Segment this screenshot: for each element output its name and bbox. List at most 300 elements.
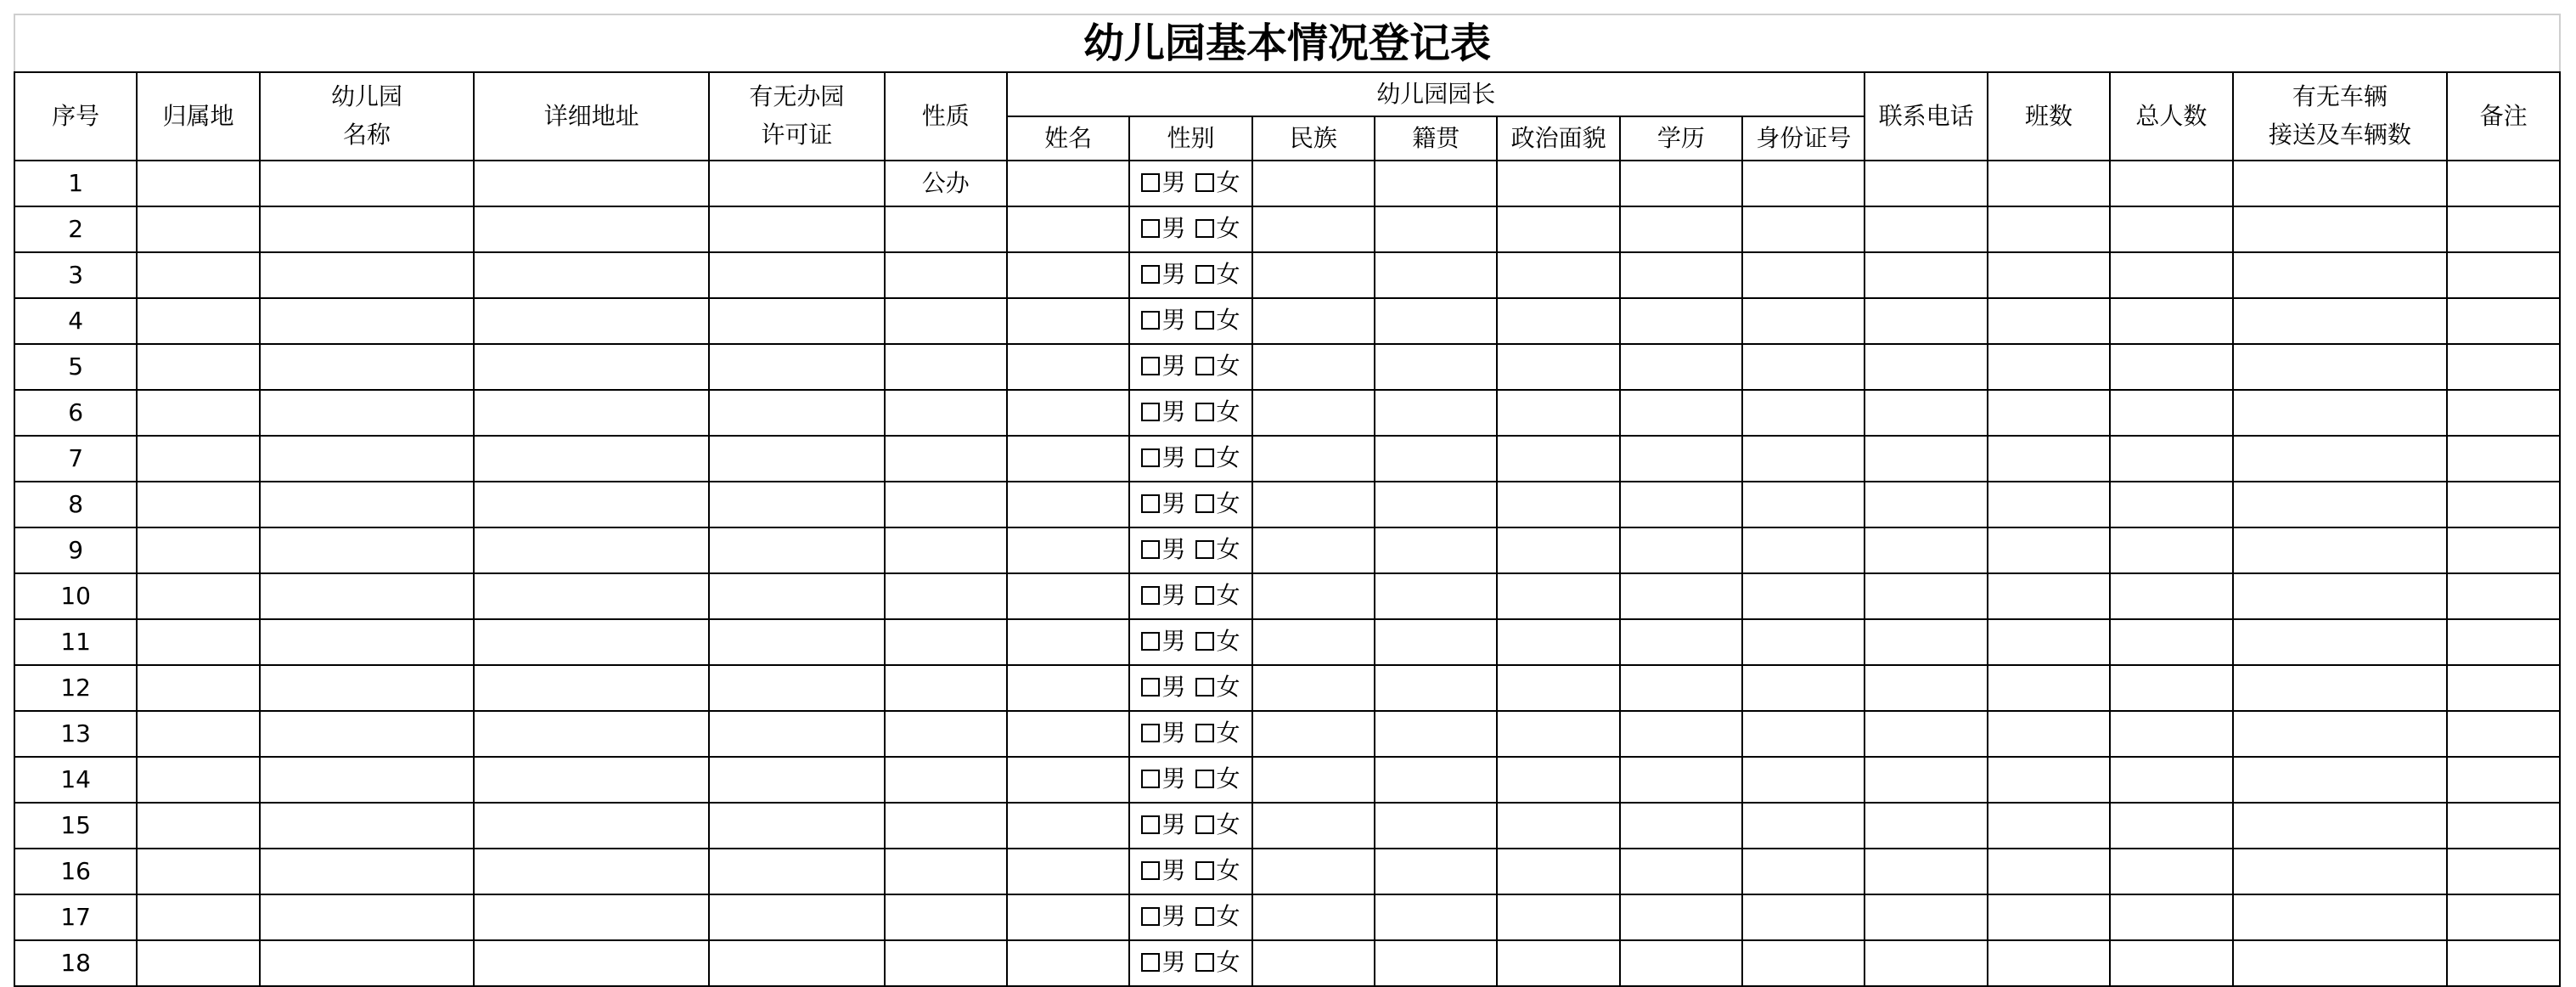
cell-phone[interactable]	[1865, 894, 1987, 940]
cell-principal-ethnicity[interactable]	[1252, 803, 1375, 849]
cell-phone[interactable]	[1865, 390, 1987, 436]
cell-principal-ethnicity[interactable]	[1252, 573, 1375, 619]
cell-principal-id[interactable]	[1742, 573, 1865, 619]
gender-male-option[interactable]	[1141, 758, 1185, 800]
cell-location[interactable]	[137, 390, 259, 436]
cell-permit[interactable]	[709, 619, 885, 665]
cell-address[interactable]	[474, 482, 709, 527]
cell-principal-id[interactable]	[1742, 527, 1865, 573]
cell-permit[interactable]	[709, 894, 885, 940]
cell-principal-name[interactable]	[1007, 436, 1129, 482]
checkbox-icon[interactable]	[1141, 311, 1160, 330]
gender-male-option[interactable]	[1141, 574, 1185, 617]
cell-principal-education[interactable]	[1620, 711, 1742, 757]
cell-remarks[interactable]	[2447, 344, 2560, 390]
cell-classes[interactable]	[1988, 390, 2110, 436]
cell-vehicle[interactable]	[2233, 803, 2448, 849]
checkbox-icon[interactable]	[1195, 448, 1214, 467]
cell-kindergarten-name[interactable]	[260, 436, 475, 482]
cell-nature[interactable]: 公办	[885, 161, 1007, 206]
cell-total[interactable]	[2110, 161, 2232, 206]
cell-principal-id[interactable]	[1742, 757, 1865, 803]
cell-principal-id[interactable]	[1742, 206, 1865, 252]
cell-total[interactable]	[2110, 940, 2232, 986]
cell-permit[interactable]	[709, 940, 885, 986]
checkbox-icon[interactable]	[1141, 586, 1160, 605]
cell-vehicle[interactable]	[2233, 298, 2448, 344]
cell-remarks[interactable]	[2447, 527, 2560, 573]
checkbox-icon[interactable]	[1195, 357, 1214, 375]
cell-address[interactable]	[474, 619, 709, 665]
cell-principal-politics[interactable]	[1497, 894, 1619, 940]
cell-principal-ethnicity[interactable]	[1252, 527, 1375, 573]
cell-total[interactable]	[2110, 344, 2232, 390]
cell-kindergarten-name[interactable]	[260, 161, 475, 206]
cell-principal-ethnicity[interactable]	[1252, 940, 1375, 986]
checkbox-icon[interactable]	[1195, 403, 1214, 421]
gender-female-option[interactable]	[1195, 253, 1240, 296]
cell-address[interactable]	[474, 298, 709, 344]
cell-vehicle[interactable]	[2233, 940, 2448, 986]
cell-permit[interactable]	[709, 482, 885, 527]
cell-permit[interactable]	[709, 390, 885, 436]
cell-location[interactable]	[137, 527, 259, 573]
cell-remarks[interactable]	[2447, 711, 2560, 757]
cell-permit[interactable]	[709, 757, 885, 803]
cell-nature[interactable]	[885, 803, 1007, 849]
checkbox-icon[interactable]	[1195, 861, 1214, 880]
cell-remarks[interactable]	[2447, 390, 2560, 436]
cell-remarks[interactable]	[2447, 619, 2560, 665]
cell-remarks[interactable]	[2447, 161, 2560, 206]
cell-vehicle[interactable]	[2233, 894, 2448, 940]
checkbox-icon[interactable]	[1195, 815, 1214, 834]
cell-principal-education[interactable]	[1620, 161, 1742, 206]
cell-principal-origin[interactable]	[1375, 527, 1497, 573]
checkbox-icon[interactable]	[1141, 678, 1160, 697]
cell-nature[interactable]	[885, 436, 1007, 482]
cell-principal-politics[interactable]	[1497, 940, 1619, 986]
cell-nature[interactable]	[885, 206, 1007, 252]
cell-remarks[interactable]	[2447, 894, 2560, 940]
checkbox-icon[interactable]	[1141, 403, 1160, 421]
cell-total[interactable]	[2110, 390, 2232, 436]
cell-phone[interactable]	[1865, 573, 1987, 619]
cell-principal-ethnicity[interactable]	[1252, 252, 1375, 298]
cell-classes[interactable]	[1988, 573, 2110, 619]
cell-permit[interactable]	[709, 803, 885, 849]
cell-principal-name[interactable]	[1007, 849, 1129, 894]
cell-principal-origin[interactable]	[1375, 619, 1497, 665]
gender-male-option[interactable]	[1141, 712, 1185, 754]
cell-principal-name[interactable]	[1007, 757, 1129, 803]
cell-classes[interactable]	[1988, 436, 2110, 482]
cell-principal-origin[interactable]	[1375, 344, 1497, 390]
cell-nature[interactable]	[885, 619, 1007, 665]
gender-male-option[interactable]	[1141, 528, 1185, 571]
cell-kindergarten-name[interactable]	[260, 711, 475, 757]
cell-location[interactable]	[137, 619, 259, 665]
gender-male-option[interactable]	[1141, 849, 1185, 892]
cell-principal-education[interactable]	[1620, 206, 1742, 252]
cell-classes[interactable]	[1988, 161, 2110, 206]
cell-kindergarten-name[interactable]	[260, 757, 475, 803]
gender-female-option[interactable]	[1195, 895, 1240, 938]
checkbox-icon[interactable]	[1195, 770, 1214, 788]
cell-phone[interactable]	[1865, 527, 1987, 573]
cell-principal-id[interactable]	[1742, 252, 1865, 298]
cell-principal-politics[interactable]	[1497, 206, 1619, 252]
cell-nature[interactable]	[885, 894, 1007, 940]
cell-vehicle[interactable]	[2233, 390, 2448, 436]
cell-total[interactable]	[2110, 482, 2232, 527]
cell-principal-ethnicity[interactable]	[1252, 849, 1375, 894]
cell-principal-origin[interactable]	[1375, 757, 1497, 803]
cell-nature[interactable]	[885, 757, 1007, 803]
cell-nature[interactable]	[885, 573, 1007, 619]
cell-vehicle[interactable]	[2233, 161, 2448, 206]
checkbox-icon[interactable]	[1195, 586, 1214, 605]
cell-address[interactable]	[474, 206, 709, 252]
checkbox-icon[interactable]	[1195, 494, 1214, 513]
cell-classes[interactable]	[1988, 298, 2110, 344]
cell-total[interactable]	[2110, 665, 2232, 711]
cell-principal-education[interactable]	[1620, 436, 1742, 482]
cell-principal-name[interactable]	[1007, 161, 1129, 206]
cell-vehicle[interactable]	[2233, 757, 2448, 803]
cell-classes[interactable]	[1988, 665, 2110, 711]
cell-kindergarten-name[interactable]	[260, 940, 475, 986]
cell-classes[interactable]	[1988, 711, 2110, 757]
cell-kindergarten-name[interactable]	[260, 803, 475, 849]
cell-principal-origin[interactable]	[1375, 573, 1497, 619]
cell-principal-name[interactable]	[1007, 894, 1129, 940]
cell-principal-id[interactable]	[1742, 161, 1865, 206]
cell-principal-politics[interactable]	[1497, 711, 1619, 757]
cell-permit[interactable]	[709, 344, 885, 390]
cell-total[interactable]	[2110, 206, 2232, 252]
cell-address[interactable]	[474, 894, 709, 940]
cell-vehicle[interactable]	[2233, 436, 2448, 482]
cell-principal-origin[interactable]	[1375, 390, 1497, 436]
cell-principal-origin[interactable]	[1375, 252, 1497, 298]
cell-principal-origin[interactable]	[1375, 482, 1497, 527]
checkbox-icon[interactable]	[1195, 311, 1214, 330]
cell-principal-education[interactable]	[1620, 757, 1742, 803]
cell-principal-ethnicity[interactable]	[1252, 894, 1375, 940]
cell-principal-id[interactable]	[1742, 803, 1865, 849]
cell-principal-politics[interactable]	[1497, 482, 1619, 527]
cell-principal-origin[interactable]	[1375, 803, 1497, 849]
cell-address[interactable]	[474, 390, 709, 436]
cell-kindergarten-name[interactable]	[260, 390, 475, 436]
cell-principal-ethnicity[interactable]	[1252, 298, 1375, 344]
cell-principal-name[interactable]	[1007, 711, 1129, 757]
gender-female-option[interactable]	[1195, 574, 1240, 617]
cell-location[interactable]	[137, 436, 259, 482]
gender-male-option[interactable]	[1141, 620, 1185, 663]
cell-location[interactable]	[137, 803, 259, 849]
cell-nature[interactable]	[885, 711, 1007, 757]
cell-phone[interactable]	[1865, 161, 1987, 206]
cell-principal-politics[interactable]	[1497, 573, 1619, 619]
cell-principal-origin[interactable]	[1375, 436, 1497, 482]
cell-principal-origin[interactable]	[1375, 206, 1497, 252]
cell-principal-politics[interactable]	[1497, 252, 1619, 298]
cell-permit[interactable]	[709, 161, 885, 206]
cell-principal-id[interactable]	[1742, 665, 1865, 711]
checkbox-icon[interactable]	[1141, 173, 1160, 192]
checkbox-icon[interactable]	[1195, 173, 1214, 192]
cell-principal-ethnicity[interactable]	[1252, 344, 1375, 390]
cell-principal-name[interactable]	[1007, 527, 1129, 573]
cell-principal-politics[interactable]	[1497, 298, 1619, 344]
cell-principal-id[interactable]	[1742, 940, 1865, 986]
cell-principal-id[interactable]	[1742, 436, 1865, 482]
cell-principal-id[interactable]	[1742, 390, 1865, 436]
cell-address[interactable]	[474, 527, 709, 573]
cell-principal-id[interactable]	[1742, 619, 1865, 665]
cell-total[interactable]	[2110, 711, 2232, 757]
cell-nature[interactable]	[885, 482, 1007, 527]
cell-address[interactable]	[474, 665, 709, 711]
cell-phone[interactable]	[1865, 436, 1987, 482]
cell-total[interactable]	[2110, 252, 2232, 298]
gender-female-option[interactable]	[1195, 849, 1240, 892]
gender-male-option[interactable]	[1141, 253, 1185, 296]
cell-permit[interactable]	[709, 206, 885, 252]
cell-permit[interactable]	[709, 849, 885, 894]
cell-principal-id[interactable]	[1742, 344, 1865, 390]
checkbox-icon[interactable]	[1141, 861, 1160, 880]
cell-remarks[interactable]	[2447, 298, 2560, 344]
cell-address[interactable]	[474, 344, 709, 390]
checkbox-icon[interactable]	[1195, 678, 1214, 697]
gender-female-option[interactable]	[1195, 207, 1240, 250]
cell-principal-ethnicity[interactable]	[1252, 482, 1375, 527]
checkbox-icon[interactable]	[1141, 724, 1160, 742]
cell-nature[interactable]	[885, 849, 1007, 894]
cell-principal-ethnicity[interactable]	[1252, 665, 1375, 711]
checkbox-icon[interactable]	[1141, 494, 1160, 513]
checkbox-icon[interactable]	[1141, 219, 1160, 238]
cell-total[interactable]	[2110, 757, 2232, 803]
cell-location[interactable]	[137, 711, 259, 757]
cell-phone[interactable]	[1865, 206, 1987, 252]
cell-principal-education[interactable]	[1620, 344, 1742, 390]
cell-principal-politics[interactable]	[1497, 803, 1619, 849]
cell-principal-name[interactable]	[1007, 803, 1129, 849]
cell-remarks[interactable]	[2447, 940, 2560, 986]
gender-female-option[interactable]	[1195, 804, 1240, 846]
cell-kindergarten-name[interactable]	[260, 665, 475, 711]
cell-total[interactable]	[2110, 619, 2232, 665]
cell-phone[interactable]	[1865, 665, 1987, 711]
checkbox-icon[interactable]	[1141, 448, 1160, 467]
cell-location[interactable]	[137, 206, 259, 252]
cell-permit[interactable]	[709, 252, 885, 298]
cell-principal-name[interactable]	[1007, 573, 1129, 619]
cell-classes[interactable]	[1988, 527, 2110, 573]
gender-female-option[interactable]	[1195, 482, 1240, 525]
cell-location[interactable]	[137, 665, 259, 711]
cell-permit[interactable]	[709, 436, 885, 482]
cell-location[interactable]	[137, 757, 259, 803]
checkbox-icon[interactable]	[1195, 953, 1214, 972]
cell-principal-name[interactable]	[1007, 482, 1129, 527]
cell-nature[interactable]	[885, 298, 1007, 344]
gender-male-option[interactable]	[1141, 804, 1185, 846]
cell-principal-education[interactable]	[1620, 894, 1742, 940]
gender-female-option[interactable]	[1195, 666, 1240, 708]
cell-classes[interactable]	[1988, 849, 2110, 894]
cell-principal-education[interactable]	[1620, 665, 1742, 711]
cell-address[interactable]	[474, 252, 709, 298]
gender-male-option[interactable]	[1141, 299, 1185, 341]
cell-total[interactable]	[2110, 803, 2232, 849]
cell-remarks[interactable]	[2447, 206, 2560, 252]
cell-phone[interactable]	[1865, 711, 1987, 757]
cell-total[interactable]	[2110, 894, 2232, 940]
cell-location[interactable]	[137, 894, 259, 940]
cell-kindergarten-name[interactable]	[260, 344, 475, 390]
checkbox-icon[interactable]	[1141, 907, 1160, 926]
checkbox-icon[interactable]	[1141, 540, 1160, 559]
cell-address[interactable]	[474, 940, 709, 986]
gender-female-option[interactable]	[1195, 161, 1240, 204]
cell-kindergarten-name[interactable]	[260, 573, 475, 619]
checkbox-icon[interactable]	[1141, 815, 1160, 834]
cell-principal-politics[interactable]	[1497, 619, 1619, 665]
cell-principal-origin[interactable]	[1375, 161, 1497, 206]
cell-permit[interactable]	[709, 665, 885, 711]
gender-female-option[interactable]	[1195, 437, 1240, 479]
cell-classes[interactable]	[1988, 344, 2110, 390]
cell-vehicle[interactable]	[2233, 252, 2448, 298]
cell-vehicle[interactable]	[2233, 849, 2448, 894]
checkbox-icon[interactable]	[1195, 724, 1214, 742]
cell-remarks[interactable]	[2447, 803, 2560, 849]
cell-principal-ethnicity[interactable]	[1252, 436, 1375, 482]
cell-principal-education[interactable]	[1620, 298, 1742, 344]
cell-kindergarten-name[interactable]	[260, 527, 475, 573]
cell-kindergarten-name[interactable]	[260, 894, 475, 940]
cell-location[interactable]	[137, 252, 259, 298]
checkbox-icon[interactable]	[1141, 770, 1160, 788]
cell-principal-name[interactable]	[1007, 619, 1129, 665]
cell-classes[interactable]	[1988, 482, 2110, 527]
cell-phone[interactable]	[1865, 849, 1987, 894]
cell-remarks[interactable]	[2447, 757, 2560, 803]
gender-male-option[interactable]	[1141, 482, 1185, 525]
cell-principal-ethnicity[interactable]	[1252, 619, 1375, 665]
cell-total[interactable]	[2110, 573, 2232, 619]
cell-phone[interactable]	[1865, 298, 1987, 344]
cell-kindergarten-name[interactable]	[260, 619, 475, 665]
cell-address[interactable]	[474, 573, 709, 619]
cell-phone[interactable]	[1865, 482, 1987, 527]
cell-principal-name[interactable]	[1007, 665, 1129, 711]
gender-female-option[interactable]	[1195, 391, 1240, 433]
gender-male-option[interactable]	[1141, 437, 1185, 479]
cell-principal-education[interactable]	[1620, 849, 1742, 894]
cell-principal-ethnicity[interactable]	[1252, 161, 1375, 206]
cell-phone[interactable]	[1865, 940, 1987, 986]
cell-location[interactable]	[137, 940, 259, 986]
cell-kindergarten-name[interactable]	[260, 849, 475, 894]
cell-location[interactable]	[137, 849, 259, 894]
cell-classes[interactable]	[1988, 940, 2110, 986]
gender-female-option[interactable]	[1195, 299, 1240, 341]
cell-principal-name[interactable]	[1007, 206, 1129, 252]
cell-principal-origin[interactable]	[1375, 894, 1497, 940]
gender-female-option[interactable]	[1195, 712, 1240, 754]
cell-kindergarten-name[interactable]	[260, 298, 475, 344]
cell-permit[interactable]	[709, 298, 885, 344]
cell-remarks[interactable]	[2447, 573, 2560, 619]
cell-location[interactable]	[137, 298, 259, 344]
cell-principal-ethnicity[interactable]	[1252, 390, 1375, 436]
cell-permit[interactable]	[709, 527, 885, 573]
cell-principal-ethnicity[interactable]	[1252, 757, 1375, 803]
cell-principal-politics[interactable]	[1497, 390, 1619, 436]
cell-principal-education[interactable]	[1620, 482, 1742, 527]
cell-principal-education[interactable]	[1620, 619, 1742, 665]
cell-location[interactable]	[137, 344, 259, 390]
cell-nature[interactable]	[885, 940, 1007, 986]
cell-phone[interactable]	[1865, 803, 1987, 849]
cell-principal-education[interactable]	[1620, 390, 1742, 436]
cell-principal-name[interactable]	[1007, 298, 1129, 344]
cell-vehicle[interactable]	[2233, 665, 2448, 711]
checkbox-icon[interactable]	[1195, 219, 1214, 238]
cell-principal-education[interactable]	[1620, 803, 1742, 849]
cell-total[interactable]	[2110, 298, 2232, 344]
cell-principal-ethnicity[interactable]	[1252, 711, 1375, 757]
cell-location[interactable]	[137, 482, 259, 527]
cell-vehicle[interactable]	[2233, 711, 2448, 757]
cell-principal-name[interactable]	[1007, 252, 1129, 298]
cell-phone[interactable]	[1865, 757, 1987, 803]
checkbox-icon[interactable]	[1141, 953, 1160, 972]
cell-vehicle[interactable]	[2233, 619, 2448, 665]
gender-female-option[interactable]	[1195, 345, 1240, 387]
cell-remarks[interactable]	[2447, 665, 2560, 711]
cell-classes[interactable]	[1988, 619, 2110, 665]
gender-female-option[interactable]	[1195, 758, 1240, 800]
gender-male-option[interactable]	[1141, 207, 1185, 250]
cell-permit[interactable]	[709, 711, 885, 757]
cell-vehicle[interactable]	[2233, 573, 2448, 619]
cell-nature[interactable]	[885, 252, 1007, 298]
cell-phone[interactable]	[1865, 619, 1987, 665]
cell-location[interactable]	[137, 161, 259, 206]
cell-permit[interactable]	[709, 573, 885, 619]
cell-total[interactable]	[2110, 849, 2232, 894]
cell-principal-id[interactable]	[1742, 298, 1865, 344]
cell-principal-id[interactable]	[1742, 894, 1865, 940]
cell-remarks[interactable]	[2447, 482, 2560, 527]
cell-remarks[interactable]	[2447, 252, 2560, 298]
cell-principal-politics[interactable]	[1497, 436, 1619, 482]
cell-classes[interactable]	[1988, 757, 2110, 803]
cell-nature[interactable]	[885, 527, 1007, 573]
cell-principal-origin[interactable]	[1375, 940, 1497, 986]
gender-male-option[interactable]	[1141, 161, 1185, 204]
cell-principal-name[interactable]	[1007, 344, 1129, 390]
cell-address[interactable]	[474, 161, 709, 206]
cell-principal-id[interactable]	[1742, 849, 1865, 894]
